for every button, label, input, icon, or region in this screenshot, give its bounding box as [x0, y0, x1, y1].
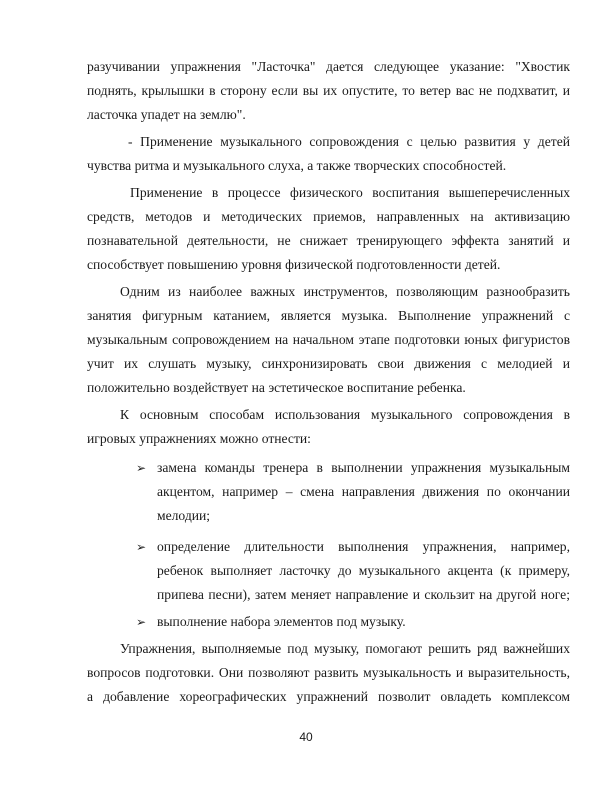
text-line: а добавление хореографических упражнений позволит овладеть комплексом	[87, 689, 570, 704]
list-item-line: акцентом, например – смена направления движения по окончании	[157, 484, 570, 499]
arrow-bullet-icon: ➢	[136, 461, 147, 475]
text-line: познавательной деятельности, не снижает тренирующего эффекта занятий и	[87, 233, 570, 248]
paragraph-first-line: Упражнения, выполняемые под музыку, помогают решить ряд важнейших	[120, 641, 570, 656]
text-line: поднять, крылышки в сторону если вы их опустите, то ветер вас не подхватит, и	[87, 83, 570, 98]
list-item-line: мелодии;	[157, 508, 211, 523]
text-line: учит их слушать музыку, синхронизировать свои движения с мелодией и	[87, 356, 570, 371]
text-line: положительно воздействует на эстетическое воспитание ребенка.	[87, 380, 466, 395]
paragraph-first-line: - Применение музыкального сопровождения с целью развития у детей	[128, 134, 570, 149]
text-line: средств, методов и методических приемов, направленных на активизацию	[87, 209, 570, 224]
list-item-line: замена команды тренера в выполнении упражнения музыкальным	[157, 460, 570, 475]
paragraph-first-line: Применение в процессе физического воспитания вышеперечисленных	[130, 185, 570, 200]
text-line: занятия фигурным катанием, является музыка. Выполнение упражнений с	[87, 308, 570, 323]
list-item-line: ребенок выполняет ласточку до музыкального акцента (к примеру,	[157, 563, 570, 578]
text-line: чувства ритма и музыкального слуха, а также творческих способностей.	[87, 158, 507, 173]
text-line: вопросов подготовки. Они позволяют развить музыкальность и выразительность,	[87, 665, 570, 680]
list-item-line: выполнение набора элементов под музыку.	[157, 614, 406, 629]
text-line: разучивании упражнения "Ласточка" дается следующее указание: "Хвостик	[87, 59, 570, 74]
text-line: ласточка упадет на землю".	[87, 107, 246, 122]
paragraph-first-line: Одним из наиболее важных инструментов, позволяющим разнообразить	[120, 284, 570, 299]
paragraph-first-line: К основным способам использования музыкального сопровождения в	[120, 407, 570, 422]
text-line: игровых упражнениях можно отнести:	[87, 431, 311, 446]
list-item-line: определение длительности выполнения упражнения, например,	[157, 539, 570, 554]
text-line: способствует повышению уровня физической подготовленности детей.	[87, 257, 501, 272]
list-item-line: припева песни), затем меняет направление и скользит на другой ноге;	[157, 587, 570, 602]
page-number: 40	[299, 730, 313, 744]
arrow-bullet-icon: ➢	[136, 540, 147, 554]
text-line: музыкальным сопровождением на начальном этапе подготовки юных фигуристов	[87, 332, 570, 347]
arrow-bullet-icon: ➢	[136, 615, 147, 629]
